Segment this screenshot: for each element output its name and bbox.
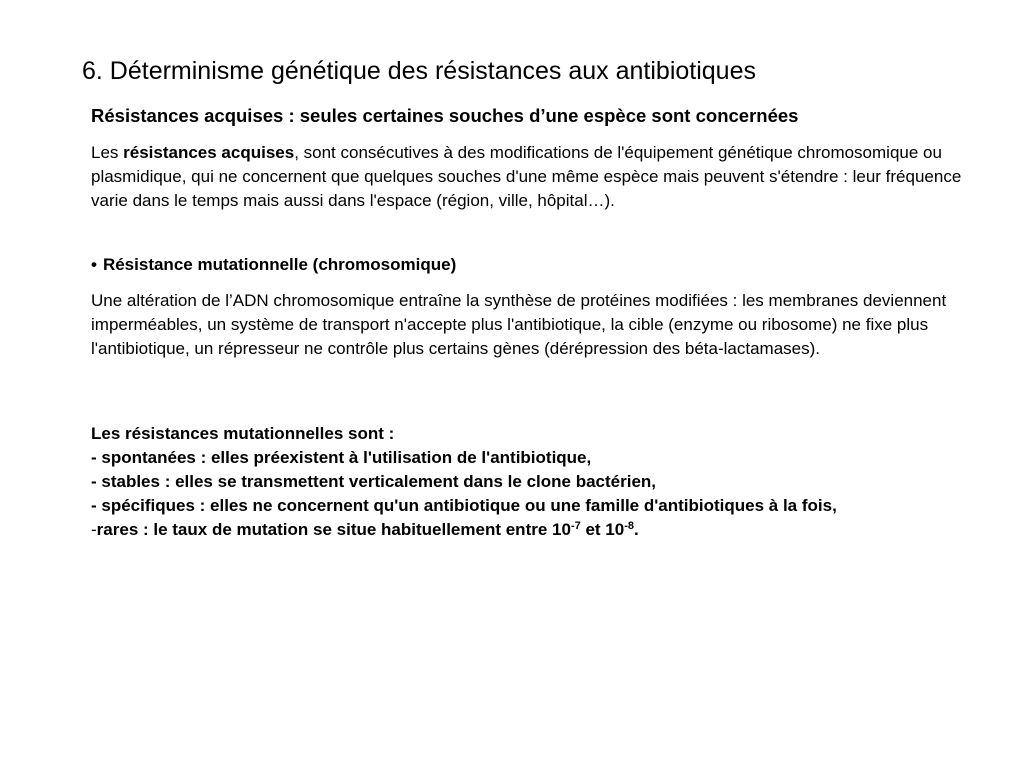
list-item (91, 518, 837, 542)
intro-bold-term: résistances acquises (123, 143, 295, 162)
bullet-label: Résistance mutationnelle (chromosomique) (102, 255, 457, 274)
intro-prefix: Les (91, 143, 124, 162)
properties-list (91, 422, 837, 542)
list-item-text (97, 520, 639, 539)
exponent-2: -8 (624, 520, 634, 532)
list-item-dash: - (91, 520, 97, 539)
exponent-1: -7 (570, 520, 581, 532)
list-item: - spécifiques : elles ne concernent qu'un antibiotique ou une famille d'antibiotiques à la fois, (91, 496, 837, 515)
intro-paragraph (91, 141, 981, 213)
rate-text: rares : le taux de mutation se situe habituellement entre 10 (96, 520, 571, 539)
list-item: - spontanées : elles préexistent à l'utilisation de l'antibiotique, (91, 448, 592, 467)
bullet-heading (91, 253, 456, 277)
slide-title: 6. Déterminisme génétique des résistances aux antibiotiques (82, 57, 756, 85)
list-heading: Les résistances mutationnelles sont : (91, 424, 395, 443)
mutation-paragraph: Une altération de l’ADN chromosomique entraîne la synthèse de protéines modifiées : les membranes deviennent imperméables, un système de transport n'accepte plus l'antibiotique, la cible (enzyme ou ribosome) ne fixe plus l'antibiotique, un répresseur ne contrôle plus certains gènes (dérépression des béta-lactamases). (91, 291, 947, 358)
rate-mid: et 10 (580, 520, 625, 539)
slide-subtitle: Résistances acquises : seules certaines souches d’une espèce sont concernées (91, 105, 799, 126)
bullet-symbol: • (91, 255, 97, 274)
rate-end: . (633, 520, 639, 539)
list-item: - stables : elles se transmettent verticalement dans le clone bactérien, (91, 472, 657, 491)
intro-rest: , sont consécutives à des modifications de l'équipement génétique chromosomique ou plasmidique, qui ne concernent que quelques souches d'une même espèce mais peuvent s'étendre : leur fréquence varie dans le temps mais aussi dans l'espace (région, ville, hôpital…). (91, 143, 962, 210)
